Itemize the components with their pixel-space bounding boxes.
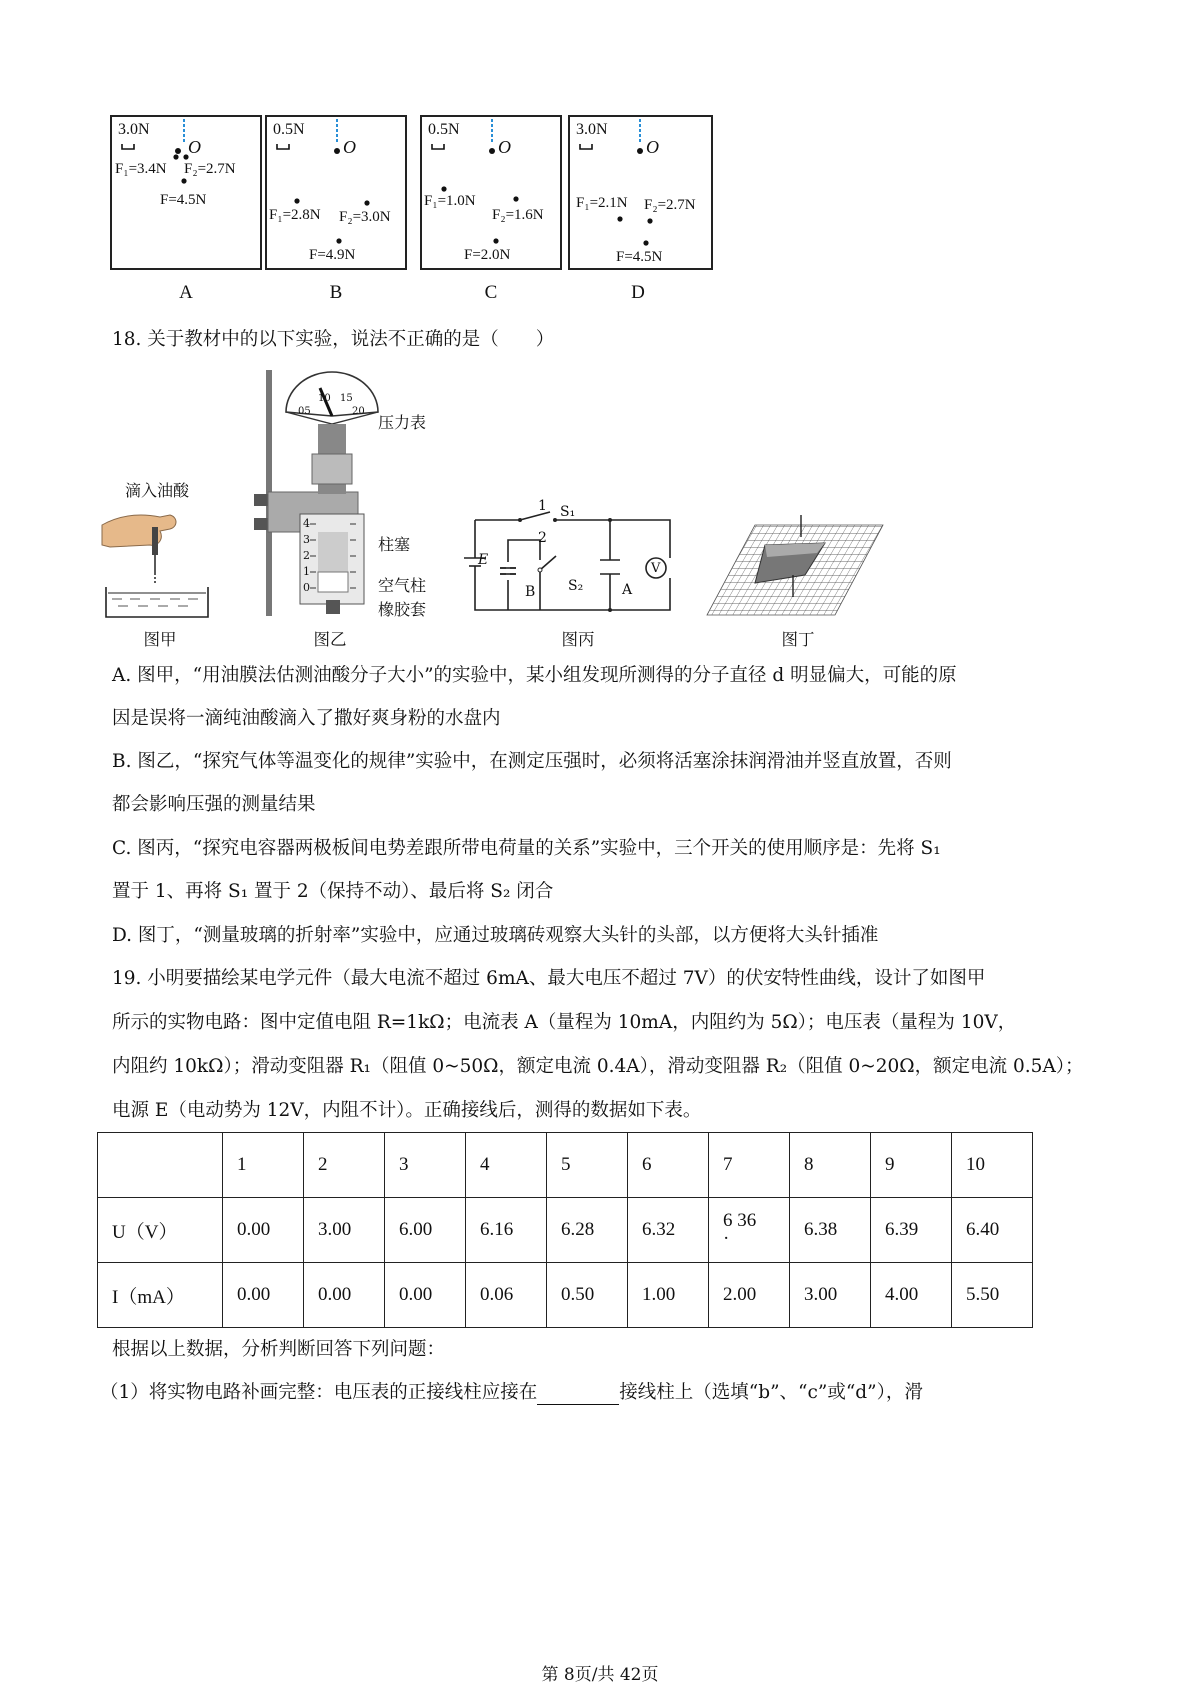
table-cell: 9 <box>871 1133 952 1198</box>
table-cell: 1 <box>223 1133 304 1198</box>
caption-ding: 图丁 <box>781 630 815 649</box>
table-cell: 6.16 <box>466 1198 547 1263</box>
table-cell: 3.00 <box>304 1198 385 1263</box>
table-cell: 7 <box>709 1133 790 1198</box>
table-cell: U（V） <box>98 1198 223 1263</box>
scale-label: 0.5N <box>273 121 305 138</box>
caption-bing: 图丙 <box>561 630 595 649</box>
table-row <box>98 1198 1033 1263</box>
table-cell: 2 <box>304 1133 385 1198</box>
scale-label: 3.0N <box>576 121 608 138</box>
scale-label: 0.5N <box>428 121 460 138</box>
switch-pos-1: 1 <box>538 498 547 514</box>
gauge-tick: 15 <box>340 393 353 404</box>
caption-yi: 图乙 <box>313 630 347 649</box>
table-cell: 0.50 <box>547 1263 628 1328</box>
data-table <box>97 1132 1033 1328</box>
gauge-tick: 10 <box>318 393 331 404</box>
table-cell: 0.06 <box>466 1263 547 1328</box>
panel-label-a: A <box>179 282 193 303</box>
capacitor-a-label: A <box>622 582 633 598</box>
table-cell: 5 <box>547 1133 628 1198</box>
q19-line3: 内阻约 10kΩ）；滑动变阻器 R₁（阻值 0~50Ω，额定电流 0.4A），滑动变阻器 R₂（阻值 0~20Ω，额定电流 0.5A）； <box>112 1056 1084 1077</box>
table-cell: 0.00 <box>223 1198 304 1263</box>
table-cell: 6.40 <box>952 1198 1033 1263</box>
panel-label-d: D <box>631 282 645 303</box>
refraction-grid <box>705 505 885 617</box>
gauge-tick: 05 <box>298 406 311 417</box>
q19-sub1-post: 接线柱上（选填“b”、“c”或“d”），滑 <box>619 1382 923 1403</box>
answer-blank[interactable] <box>537 1384 619 1405</box>
origin-label: O <box>498 137 511 157</box>
option-c-line1: C. 图丙，“探究电容器两极板间电势差跟所带电荷量的关系”实验中，三个开关的使用顺序是：先将 S₁ <box>112 838 941 859</box>
f2-label: F₂=1.6N <box>492 207 544 223</box>
table-row <box>98 1263 1033 1328</box>
page-footer: 第 8页/共 42页 <box>541 1665 659 1685</box>
f1-label: F₁=2.8N <box>269 207 321 223</box>
force-panel-a <box>110 115 262 270</box>
table-cell: 2.00 <box>709 1263 790 1328</box>
plunger-label: 柱塞 <box>378 535 411 554</box>
q19-line4: 电源 E（电动势为 12V，内阻不计）。正确接线后，测得的数据如下表。 <box>112 1100 702 1121</box>
table-cell: 6.28 <box>547 1198 628 1263</box>
f1-label: F₁=3.4N <box>115 161 167 177</box>
panel-label-b: B <box>329 282 343 303</box>
option-b-line1: B. 图乙，“探究气体等温变化的规律”实验中，在测定压强时，必须将活塞涂抹润滑油并竖直放置，否则 <box>112 751 952 772</box>
option-a-line1: A. 图甲，“用油膜法估测油酸分子大小”的实验中，某小组发现所测得的分子直径 d 明显偏大，可能的原 <box>112 665 957 686</box>
scale-num: 3 <box>303 533 310 546</box>
table-cell: 6.38 <box>790 1198 871 1263</box>
q19-line2: 所示的实物电路：图中定值电阻 R=1kΩ；电流表 A（量程为 10mA，内阻约为 5Ω）；电压表（量程为 10V， <box>112 1012 1017 1033</box>
force-panel-c <box>420 115 562 270</box>
table-cell: 0.00 <box>385 1263 466 1328</box>
table-cell: 3.00 <box>790 1263 871 1328</box>
scale-num: 1 <box>303 565 310 578</box>
table-cell: 3 <box>385 1133 466 1198</box>
force-panel-b <box>265 115 407 270</box>
f-label: F=4.5N <box>160 192 207 208</box>
switch-pos-2: 2 <box>538 530 547 546</box>
table-cell: 5.50 <box>952 1263 1033 1328</box>
origin-label: O <box>343 137 356 157</box>
q19-line1: 19. 小明要描绘某电学元件（最大电流不超过 6mA、最大电压不超过 7V）的伏安特性曲线，设计了如图甲 <box>112 968 986 989</box>
scale-num: 4 <box>303 517 310 530</box>
table-cell: 8 <box>790 1133 871 1198</box>
rubber-cap-label: 橡胶套 <box>378 600 427 619</box>
table-cell: 0.00 <box>223 1263 304 1328</box>
table-cell <box>98 1133 223 1198</box>
option-d-line1: D. 图丁，“测量玻璃的折射率”实验中，应通过玻璃砖观察大头针的头部，以方便将大头针插准 <box>112 925 879 946</box>
q18-stem: 18. 关于教材中的以下实验，说法不正确的是（ ） <box>112 329 555 350</box>
f-label: F=4.5N <box>616 249 663 265</box>
q19-sub1-pre: （1）将实物电路补画完整：电压表的正接线柱应接在 <box>100 1382 538 1403</box>
force-panel-d <box>568 115 713 270</box>
table-cell: 10 <box>952 1133 1033 1198</box>
f1-label: F₁=2.1N <box>576 195 628 211</box>
capacitor-b-label: B <box>525 584 536 600</box>
f-label: F=4.9N <box>309 247 356 263</box>
emf-label: E <box>478 552 489 568</box>
scale-label: 3.0N <box>118 121 150 138</box>
table-cell: 4 <box>466 1133 547 1198</box>
table-cell: 6.39 <box>871 1198 952 1263</box>
f-label: F=2.0N <box>464 247 511 263</box>
table-cell: 1.00 <box>628 1263 709 1328</box>
f1-label: F₁=1.0N <box>424 193 476 209</box>
switch-s1-label: S₁ <box>560 504 576 520</box>
table-cell: 6 <box>628 1133 709 1198</box>
voltmeter-label: V <box>651 561 661 576</box>
drop-oil-label: 滴入油酸 <box>125 481 190 500</box>
scale-num: 2 <box>303 549 310 562</box>
scale-num: 0 <box>303 581 310 594</box>
origin-label: O <box>646 137 659 157</box>
table-cell: 0.00 <box>304 1263 385 1328</box>
table-header-row <box>98 1133 1033 1198</box>
air-column-label: 空气柱 <box>378 576 427 595</box>
f2-label: F₂=2.7N <box>644 197 696 213</box>
f2-label: F₂=2.7N <box>184 161 236 177</box>
switch-s2-label: S₂ <box>568 578 584 594</box>
option-b-line2: 都会影响压强的测量结果 <box>112 794 316 815</box>
caption-jia: 图甲 <box>143 630 177 649</box>
gauge-tick: 20 <box>352 406 365 417</box>
table-cell: 6.32 <box>628 1198 709 1263</box>
option-a-line2: 因是误将一滴纯油酸滴入了撒好爽身粉的水盘内 <box>112 708 501 729</box>
f2-label: F₂=3.0N <box>339 209 391 225</box>
table-cell: 4.00 <box>871 1263 952 1328</box>
panel-label-c: C <box>484 282 498 303</box>
q19-sub1 <box>100 1381 923 1405</box>
option-c-line2: 置于 1、再将 S₁ 置于 2（保持不动）、最后将 S₂ 闭合 <box>112 881 554 902</box>
table-cell: I（mA） <box>98 1263 223 1328</box>
table-cell: 6 36 · <box>709 1198 790 1263</box>
q19-after-table: 根据以上数据，分析判断回答下列问题： <box>112 1339 446 1360</box>
oil-drop-illustration <box>100 505 220 625</box>
gauge-label: 压力表 <box>378 413 427 432</box>
table-cell: 6.00 <box>385 1198 466 1263</box>
origin-label: O <box>188 137 201 157</box>
